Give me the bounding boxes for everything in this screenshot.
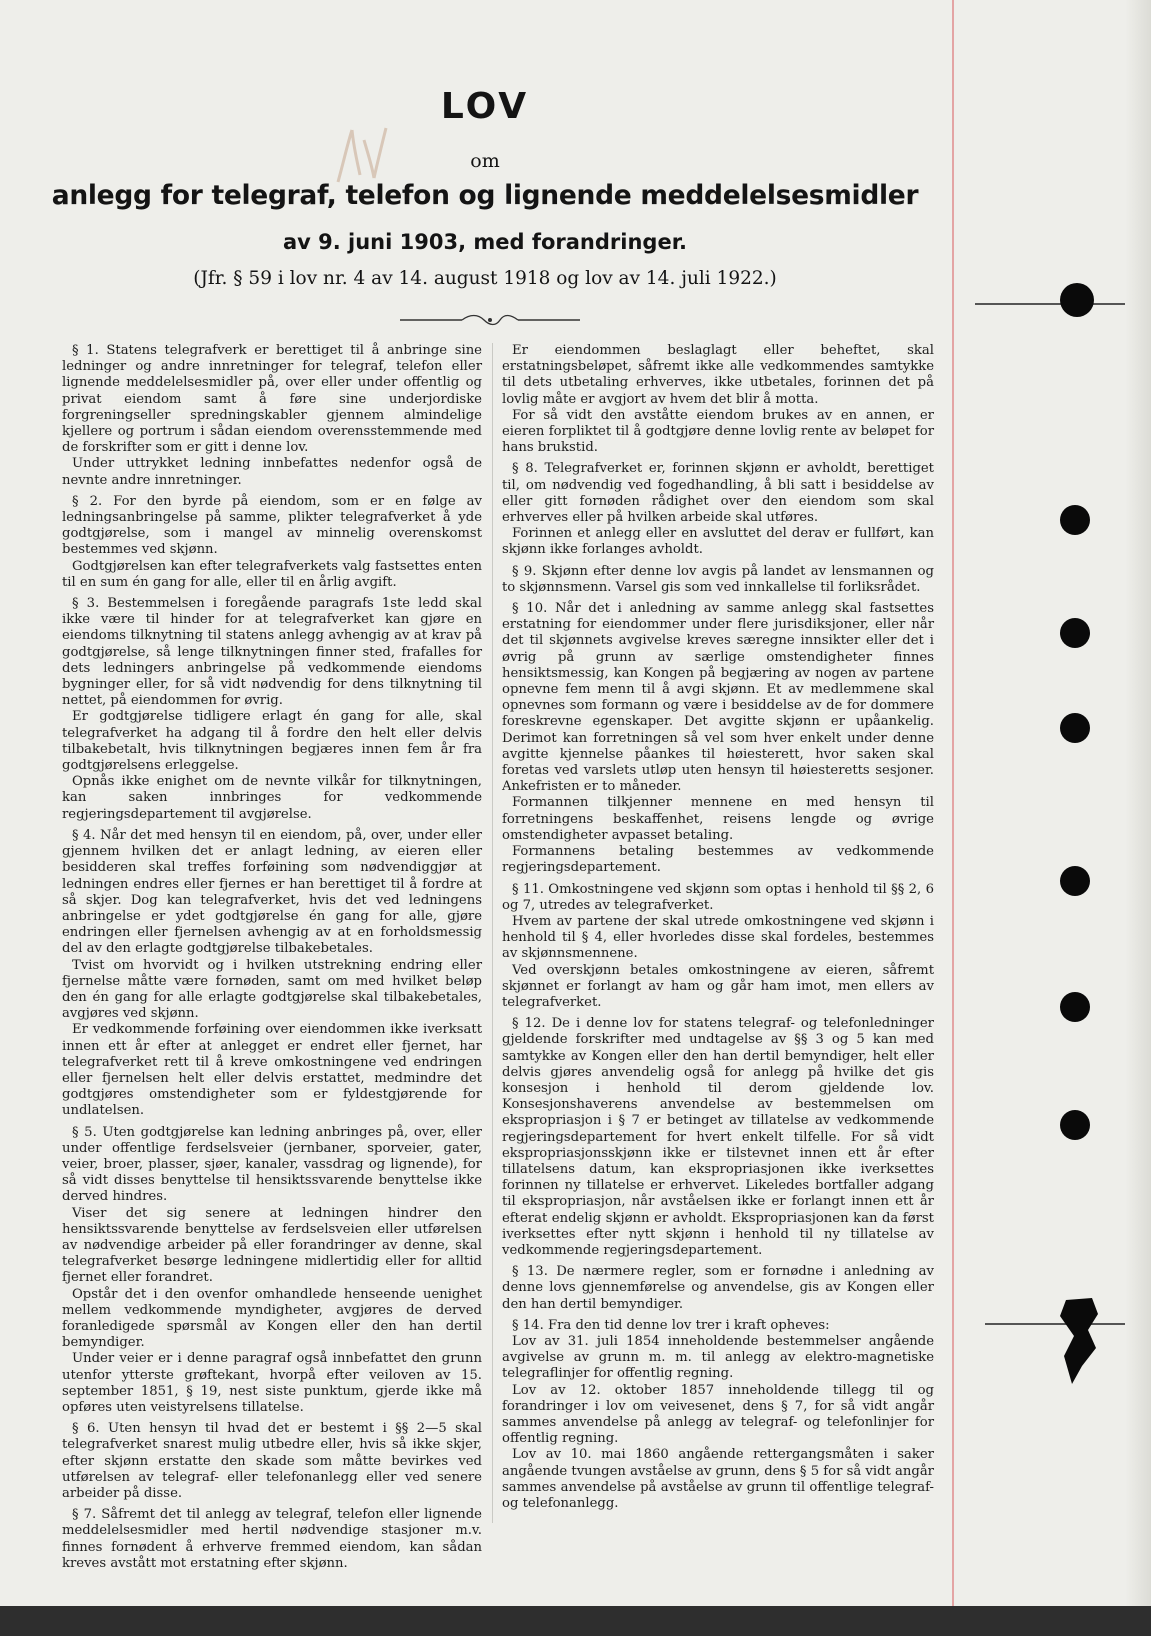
paragraph: § 7. Såfremt det til anlegg av telegraf, telefon eller lignende meddelelsesmidler med hertil nødvendige stasjoner m.v. finnes fornødent å erhverve fremmed eiendom, kan sådan kreves avstått mot erstatning efter skjønn. xyxy=(62,1507,482,1571)
paragraph: § 4. Når det med hensyn til en eiendom, på, over, under eller gjennem hvilken det er anlagt ledning, av eieren eller besidderen skal treffes forføining som nødvendiggjør at ledningen endres eller fjernes er han berettiget til å fordre at så skjer. Dog kan telegrafverket, hvis det ved ledningens anbringelse er ydet godtgjørelse én gang for alle, gjøre endringen eller fjernelsen avhengig av at en forholdsmessig del av den erlagte godtgjørelse tilbakebetales. xyxy=(62,827,482,957)
document-title: LOV xyxy=(440,86,530,127)
paragraph: § 10. Når det i anledning av samme anlegg skal fastsettes erstatning for eiendommer under flere jurisdiksjoner, eller når det til skjønnets avgivelse kreves særegne innsikter eller det i øvrig på grunn av særlige omstendigheter finnes hensiktsmessig, kan Kongen på begjæring av nogen av partene opnevne fem menn til å avgi skjønn. Et av medlemmene skal opnevnes som formann og være i besiddelse av de for dommere foreskrevne egenskaper. Det avgitte skjønn er upåankelig. Derimot kan forretningen så vel som hver enkelt under denne avgitte kjennelse påankes til høiesterett, hvor saken skal foretas ved varslets utløp uten hensyn til høiesteretts sesjoner. Ankefristen er to måneder. xyxy=(502,601,934,795)
paragraph: Under uttrykket ledning innbefattes nedenfor også de nevnte andre innretninger. xyxy=(62,456,482,488)
paragraph: § 11. Omkostningene ved skjønn som optas i henhold til §§ 2, 6 og 7, utredes av telegrafverket. xyxy=(502,881,934,913)
paragraph: § 5. Uten godtgjørelse kan ledning anbringes på, over, eller under offentlige ferdselsveier (jernbaner, sporveier, gater, veier, broer, plasser, sjøer, kanaler, vassdrag og lignende), for så vidt disses benyttelse til hensiktssvarende benyttelse ikke derved hindres. xyxy=(62,1124,482,1205)
paragraph: Opstår det i den ovenfor omhandlede henseende uenighet mellem vedkommende myndigheter, avgjøres de derved foranledigede spørsmål av Kongen eller den han dertil bemyndiger. xyxy=(62,1286,482,1351)
paragraph: § 12. De i denne lov for statens telegraf- og telefonledninger gjeldende forskrifter med undtagelse av §§ 3 og 5 kan med samtykke av Kongen eller den han dertil bemyndiger, helt eller delvis gjøres anvendelig også for anlegg på hvilke det gis konsesjon i henhold til derom gjeldende lov. Konsesjonshaverens anvendelse av bestemmelsen om ekspropriasjon i § 7 er betinget av tillatelse av vedkommende regjeringsdepartement for hvert enkelt tilfelle. For så vidt ekspropriasjonsskjønn ikke er tilstevnet innen ett år efter tillatelsens datum, kan ekspropriasjonen ikke iverksettes forinnen ny tillatelse er erhvervet. Likeledes bortfaller adgang til ekspropriasjon, når avståelsen ikke er forlangt innen ett år efterat endelig skjønn er avholdt. Ekspropriasjonen kan da først iverksettes efter nytt skjønn i henhold til ny tillatelse av vedkommende regjeringsdepartement. xyxy=(502,1016,934,1258)
punch-hole-icon xyxy=(1060,283,1094,317)
paragraph: Under veier er i denne paragraf også innbefattet den grunn utenfor ytterste grøftekant, hvorpå efter veiloven av 15. september 1851, § 19, nest siste punktum, gjerde ikke må opføres uten veistyrelsens tillatelse. xyxy=(62,1351,482,1415)
paragraph: § 2. For den byrde på eiendom, som er en følge av ledningsanbringelse på samme, plikter telegrafverket å yde godtgjørelse, som i mangel av minnelig overenskomst bestemmes ved skjønn. xyxy=(62,493,482,558)
punch-hole-icon xyxy=(1060,992,1090,1022)
paragraph: § 13. De nærmere regler, som er fornødne i anledning av denne lovs gjennemførelse og anvendelse, gis av Kongen eller den han dertil bemyndiger. xyxy=(502,1264,934,1312)
paragraph: Formannens betaling bestemmes av vedkommende regjeringsdepartement. xyxy=(502,844,934,876)
paragraph: Formannen tilkjenner mennene en med hensyn til forretningens beskaffenhet, reisens lengde og øvrige omstendigheter avpasset betaling. xyxy=(502,795,934,843)
paragraph: § 14. Fra den tid denne lov trer i kraft opheves: xyxy=(512,1317,830,1333)
paragraph: § 6. Uten hensyn til hvad det er bestemt i §§ 2—5 skal telegrafverket snarest mulig utbedre eller, hvis så ikke skjer, efter skjønn erstatte den skade som måtte bevirkes ved utførelsen av telegraf- eller telefonanlegg eller ved senere arbeider på disse. xyxy=(62,1421,482,1502)
paragraph: Er godtgjørelse tidligere erlagt én gang for alle, skal telegrafverket ha adgang til å fordre den helt eller delvis tilbakebetalt, hvis tilknytningen begjæres innen fem år fra godtgjørelsens erleggelse. xyxy=(62,709,482,774)
column-divider xyxy=(492,343,493,1523)
punch-hole-icon xyxy=(1060,1110,1090,1140)
paragraph: Ved overskjønn betales omkostningene av eieren, såfremt skjønnet er forlangt av ham og går ham imot, men ellers av telegrafverket. xyxy=(502,962,934,1010)
right-column xyxy=(502,343,934,1517)
law-date-line: av 9. juni 1903, med forandringer. xyxy=(282,230,688,254)
paragraph: Er eiendommen beslaglagt eller beheftet, skal erstatningsbeløpet, såfremt ikke alle vedkommendes samtykke til dets utbetaling erhverves, ikke utbetales, forinnen det på lovlig måte er avgjort av hvem det blir å motta. xyxy=(502,343,934,407)
paragraph: Viser det sig senere at ledningen hindrer den hensiktssvarende benyttelse av ferdselsveien eller utførelsen av nødvendige arbeider på eller forandringer av denne, skal telegrafverket besørge ledningene midlertidig eller for alltid fjernet eller forandret. xyxy=(62,1205,482,1286)
paragraph: Forinnen et anlegg eller en avsluttet del derav er fullført, kan skjønn ikke forlanges avholdt. xyxy=(502,526,934,558)
paragraph: Lov av 12. oktober 1857 inneholdende tillegg til og forandringer i lov om veivesenet, dens § 7, for så vidt angår sammes anvendelse på anlegg av telegraf- og telefonlinjer for offentlig regning. xyxy=(502,1382,934,1447)
torn-binding-icon xyxy=(1052,1296,1122,1386)
paragraph: Lov av 31. juli 1854 inneholdende bestemmelser angående avgivelse av grunn m. m. til anlegg av elektro-magnetiske telegraflinjer for offentlig regning. xyxy=(502,1333,934,1382)
ornament-divider-icon xyxy=(400,312,580,328)
law-reference-line: (Jfr. § 59 i lov nr. 4 av 14. august 1918 og lov av 14. juli 1922.) xyxy=(193,268,777,289)
paragraph: Opnås ikke enighet om de nevnte vilkår for tilknytningen, kan saken innbringes for vedkommende regjeringsdepartement til avgjørelse. xyxy=(62,774,482,822)
law-subject-heading: anlegg for telegraf, telefon og lignende meddelelsesmidler xyxy=(51,180,919,211)
paragraph: Er vedkommende forføining over eiendommen ikke iverksatt innen ett år efter at anlegget er endret eller fjernet, har telegrafverket rett til å kreve omkostningene ved endringen eller fjernelsen helt eller delvis erstattet, medmindre det godtgjøres omstendigheter som er fyldestgjørende for undlatelsen. xyxy=(62,1022,482,1119)
punch-hole-icon xyxy=(1060,866,1090,896)
paragraph: § 1. Statens telegrafverk er berettiget til å anbringe sine ledninger og andre innretninger for telegraf, telefon eller lignende meddelelsesmidler på, over eller under offentlig og privat eiendom samt å føre sine underjordiske forgreningseller spredningskabler gjennem almindelige kjellere og portrum i sådan eiendom overensstemmende med de forskrifter som er gitt i denne lov. xyxy=(62,343,482,456)
title-connector: om xyxy=(470,150,500,172)
paragraph: Tvist om hvorvidt og i hvilken utstrekning endring eller fjernelse måtte være fornøden, samt om med hvilket beløp den én gang for alle erlagte godtgjørelse skal tilbakebetales, avgjøres ved skjønn. xyxy=(62,957,482,1022)
punch-hole-icon xyxy=(1060,505,1090,535)
punch-hole-icon xyxy=(1060,618,1090,648)
paragraph: Godtgjørelsen kan efter telegrafverkets valg fastsettes enten til en sum én gang for alle, eller til en årlig avgift. xyxy=(62,558,482,590)
scan-bottom-border xyxy=(0,1606,1151,1636)
paragraph: Hvem av partene der skal utrede omkostningene ved skjønn i henhold til § 4, eller hvorledes disse skal fordeles, bestemmes av skjønnsmennene. xyxy=(502,913,934,962)
page-edge-shadow xyxy=(1125,0,1151,1606)
paragraph: For så vidt den avståtte eiendom brukes av en annen, er eieren forpliktet til å godtgjøre denne lovlig rente av beløpet for hans brukstid. xyxy=(502,407,934,456)
paragraph: Lov av 10. mai 1860 angående rettergangsmåten i saker angående tvungen avståelse av grunn, dens § 5 for så vidt angår sammes anvendelse på avståelse av grunn til offentlige telegraf- og telefonanlegg. xyxy=(502,1447,934,1512)
left-column xyxy=(62,343,482,1577)
binding-mark-top xyxy=(975,303,1125,305)
paragraph: § 8. Telegrafverket er, forinnen skjønn er avholdt, berettiget til, om nødvendig ved fogedhandling, å bli satt i besiddelse av eller gitt fornøden rådighet over den eiendom som skal erhverves eller på hvilken arbeide skal utføres. xyxy=(502,461,934,526)
paragraph: § 3. Bestemmelsen i foregående paragrafs 1ste ledd skal ikke være til hinder for at telegrafverket kan gjøre en eiendoms tilknytning til statens anlegg avhengig av at krav på godtgjørelse, så lenge tilknytningen finner sted, frafalles for dets ledningers anbringelse på vedkommende eiendoms bygninger eller, for så vidt nødvendig for dens tilknytning til nettet, på eiendommen for øvrig. xyxy=(62,596,482,709)
punch-hole-icon xyxy=(1060,713,1090,743)
paragraph: § 9. Skjønn efter denne lov avgis på landet av lensmannen og to skjønnsmenn. Varsel gis som ved innkallelse til forliksrådet. xyxy=(502,563,934,595)
